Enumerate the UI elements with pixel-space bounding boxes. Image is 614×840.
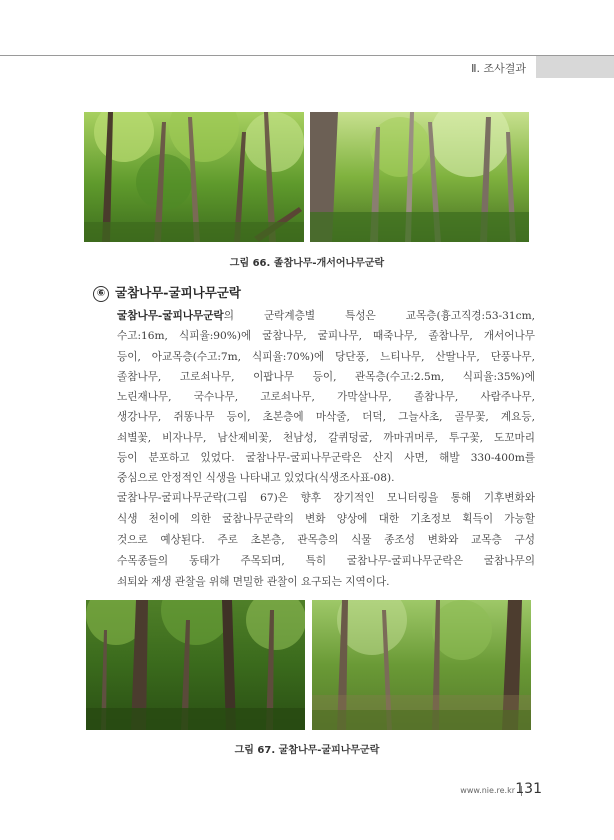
paragraph-line: 중심으로 안정적인 식생을 나타내고 있었다(식생조사표-08).: [117, 472, 395, 485]
paragraph-line: 졸참나무, 고로쇠나무, 이팝나무 등이, 관목층(수고:2.5m, 식피율:35%)에: [117, 370, 535, 383]
section-number: ⑥: [93, 286, 109, 302]
paragraph-line: 식생 천이에 의한 굴참나무군락의 변화 양상에 대한 기초정보 획득이 가능할: [117, 513, 535, 525]
paragraph-line: 것으로 예상된다. 주로 초본층, 관목층의 식물 종조성 변화와 교목층 구성: [117, 534, 535, 546]
forest-photo-67-right: [312, 600, 531, 730]
paragraph-monitoring: [117, 488, 535, 593]
chapter-title: Ⅱ. 조사결과: [471, 62, 526, 75]
forest-photo-66-left: [84, 112, 304, 242]
paragraph-line: 쇠퇴와 재생 관찰을 위해 면밀한 관찰이 요구되는 지역이다.: [117, 576, 390, 588]
paragraph-line: 생강나무, 쥐똥나무 등이, 초본층에 마삭줄, 더덕, 그늘사초, 골무꽃, 계요등,: [117, 411, 535, 424]
footer-url: www.nie.re.kr: [460, 786, 515, 795]
page-number: 131: [515, 781, 542, 797]
figure-67-caption: 그림 67. 굴참나무-굴피나무군락: [234, 745, 380, 756]
running-header: [0, 56, 614, 78]
paragraph-line: 굴참나무-굴피나무군락의 군락계층별 특성은 교목층(흉고직경:53-31cm,: [117, 310, 535, 322]
forest-photo-67-left: [86, 600, 305, 730]
paragraph-line: 수목종들의 동태가 주목되며, 특히 굴참나무-굴피나무군락은 굴참나무의: [117, 555, 535, 567]
section-title-text: 굴참나무-굴피나무군락: [115, 285, 241, 300]
paragraph-line: 등이, 아교목층(수고:7m, 식피율:70%)에 당단풍, 느티나무, 산딸나무, 단풍나무,: [117, 350, 535, 363]
paragraph-line: 등이 분포하고 있었다. 굴참나무-굴피나무군락은 산지 사면, 해발 330-400m를: [117, 452, 535, 465]
paragraph-community-description: [117, 306, 535, 489]
forest-photo-66-right: [310, 112, 529, 242]
lead-term: 굴참나무-굴피나무군락: [117, 310, 224, 322]
paragraph-line: 수고:16m, 식피율:90%)에 굴참나무, 굴피나무, 때죽나무, 졸참나무, 개서어나무: [117, 330, 535, 343]
figure-66-caption: 그림 66. 졸참나무-개서어나무군락: [229, 258, 385, 269]
header-tab: [536, 56, 614, 78]
paragraph-line: 노린재나무, 국수나무, 고로쇠나무, 가막살나무, 졸참나무, 사람주나무,: [117, 391, 535, 404]
paragraph-line: 쇠별꽃, 비자나무, 남산제비꽃, 천남성, 갈퀴덩굴, 까마귀머루, 투구꽃, 도꼬마리: [117, 431, 535, 444]
section-heading: [93, 283, 241, 302]
paragraph-line: 굴참나무-굴피나무군락(그림 67)은 향후 장기적인 모니터링을 통해 기후변화와: [117, 492, 535, 504]
